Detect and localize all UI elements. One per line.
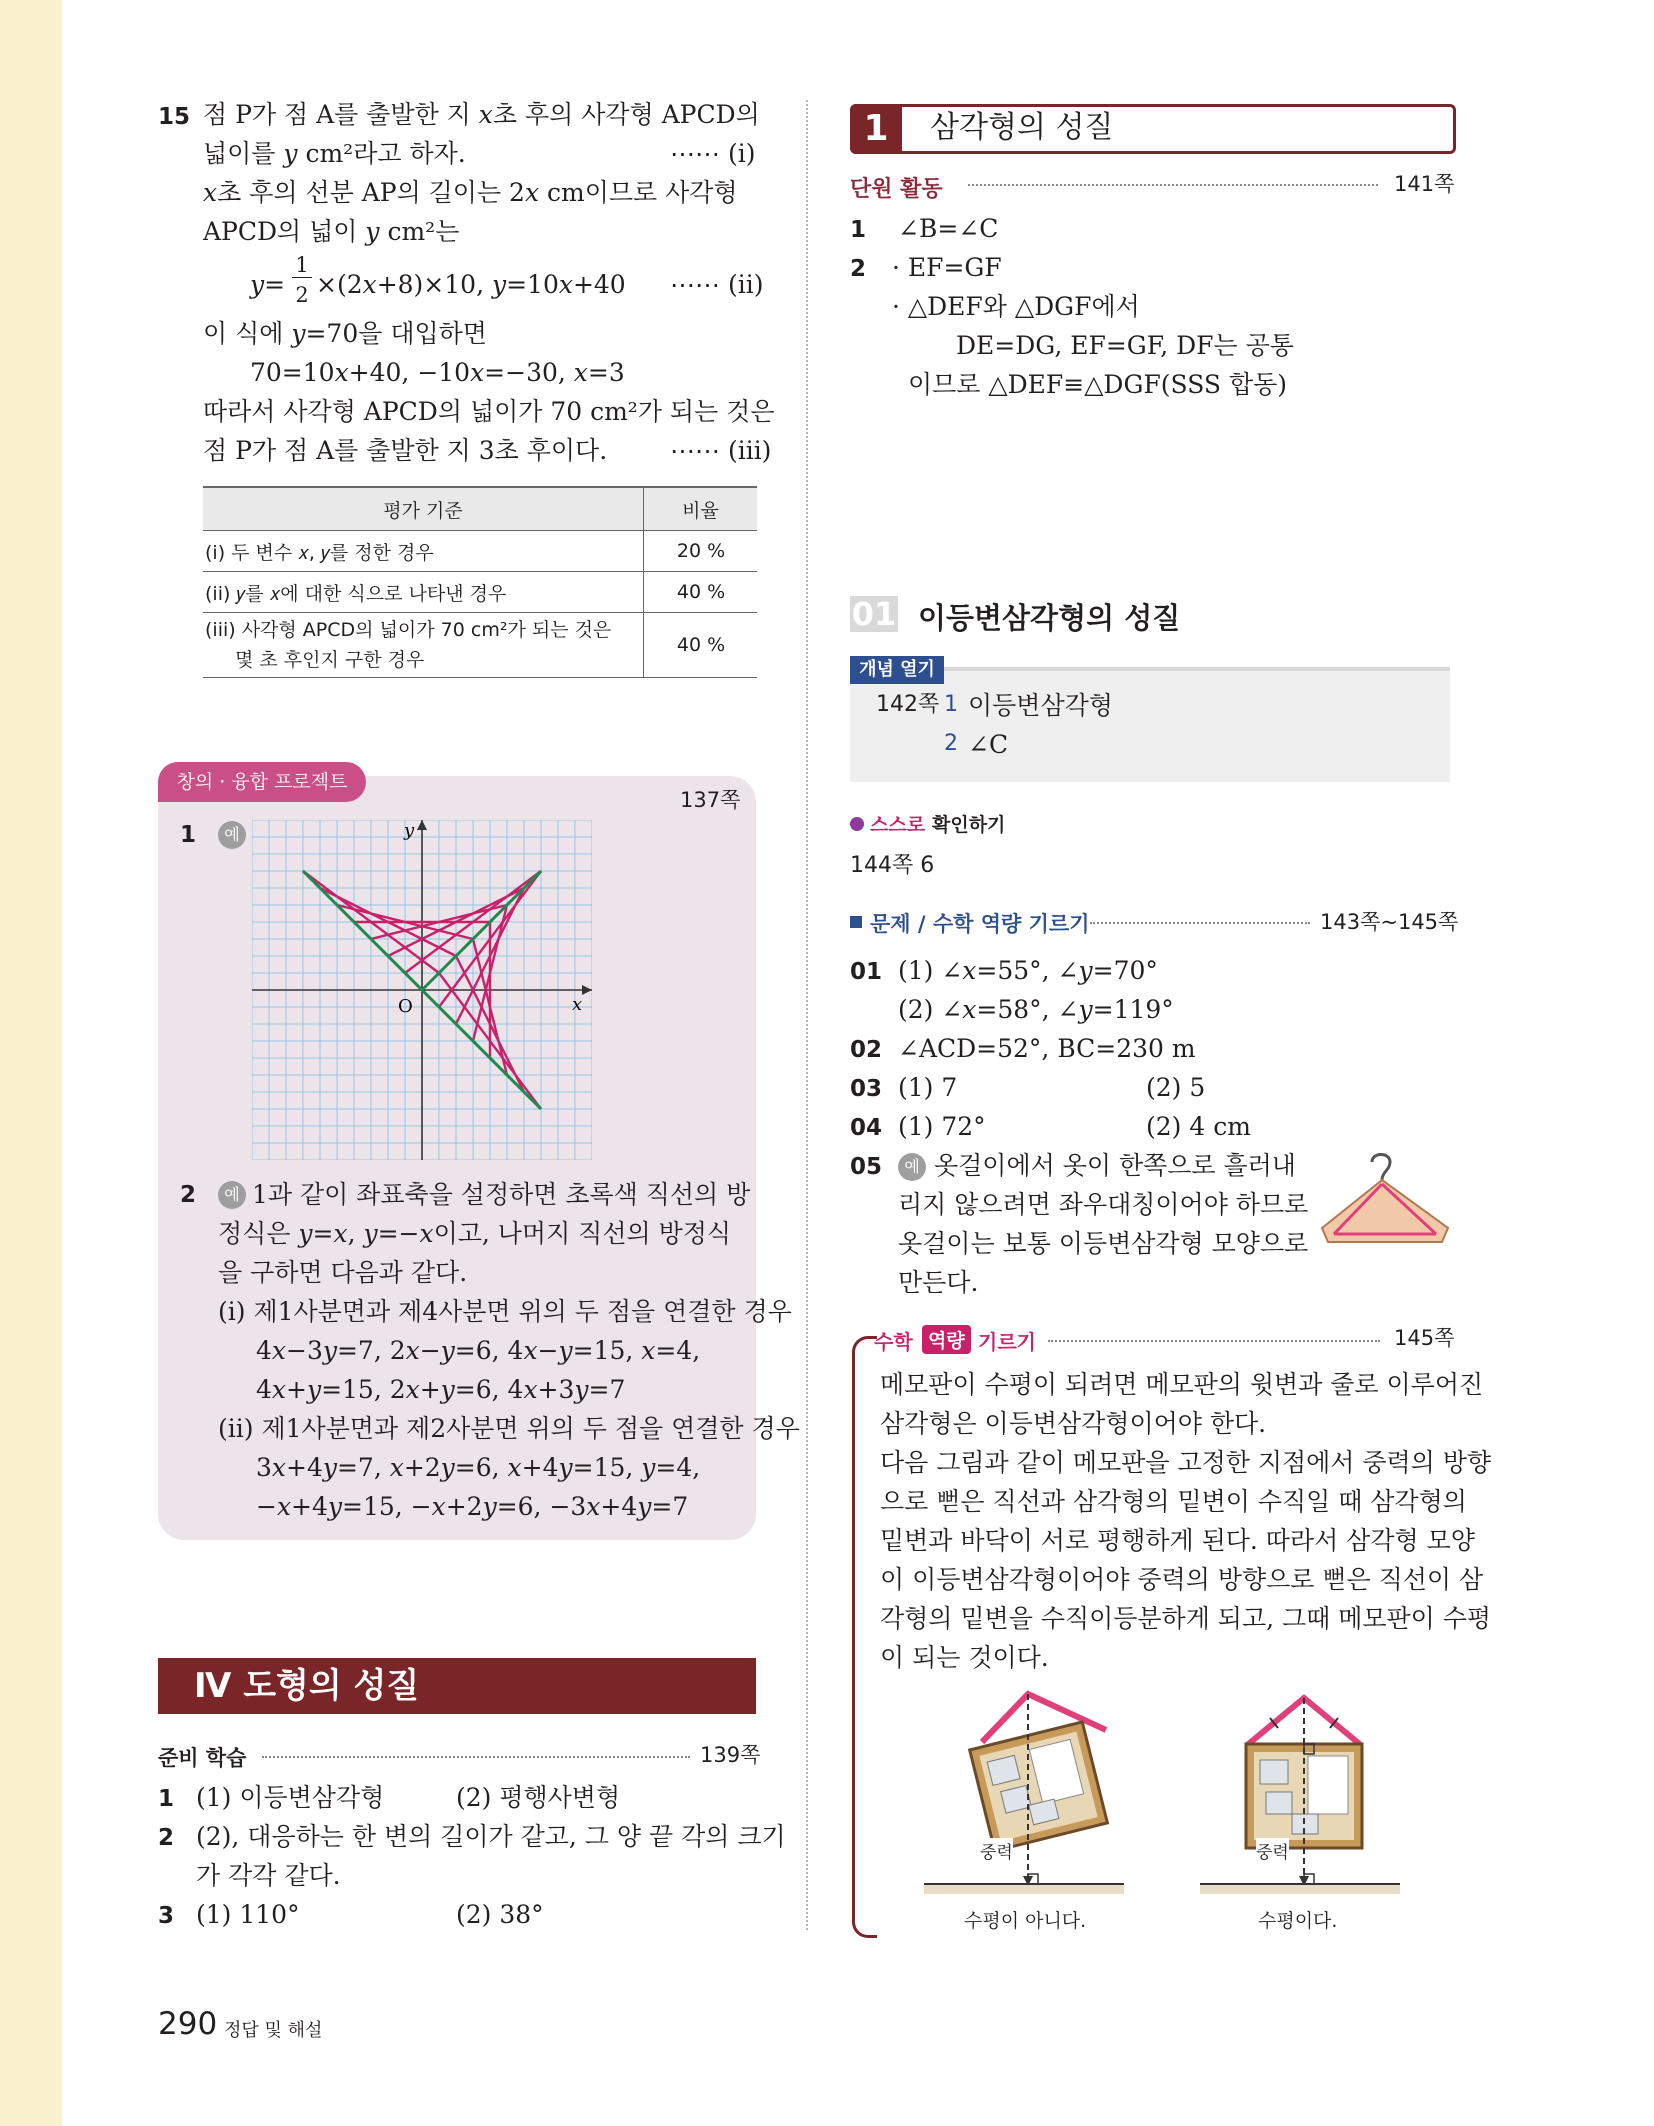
project-2-line-5: 4𝑥−3𝑦=7, 2𝑥−𝑦=6, 4𝑥−𝑦=15, 𝑥=4,: [256, 1336, 701, 1365]
prep-2-line-1: (2), 대응하는 한 변의 길이가 같고, 그 양 끝 각의 크기: [196, 1822, 786, 1851]
activity-1-number: 1: [850, 217, 867, 243]
memo-board: [970, 1722, 1108, 1851]
competency-line-4: 으로 뻗은 직선과 삼각형의 밑변이 수직일 때 삼각형의: [880, 1487, 1467, 1516]
ratio-cell: 40 %: [644, 572, 758, 613]
competency-page-ref: 145쪽: [1394, 1326, 1455, 1350]
problem-03-b: (2) 5: [1146, 1073, 1206, 1102]
self-check-bullet: [850, 817, 864, 831]
problem-05-line-1: 옷걸이에서 옷이 한쪽으로 흘러내: [934, 1151, 1296, 1180]
competency-bracket: [852, 1336, 877, 1938]
table-row: [203, 572, 757, 613]
page-margin-stripe: [0, 0, 62, 2126]
table-row: [203, 613, 757, 678]
prep-3-number: 3: [158, 1903, 175, 1929]
activity-2-line-4: 이므로 △DEF≡△DGF(SSS 합동): [908, 370, 1288, 399]
project-2-line-3: 을 구하면 다음과 같다.: [218, 1258, 468, 1287]
activity-2-line-2: · △DEF와 △DGF에서: [892, 292, 1140, 321]
concept-2-number: 2: [944, 731, 958, 756]
prep-title: 준비 학습: [158, 1746, 247, 1770]
problems-leader: [1090, 922, 1310, 924]
memo-board-level-figure: [1196, 1684, 1416, 1894]
example-badge: 예: [218, 1181, 246, 1209]
project-tab: 창의 · 융합 프로젝트: [158, 762, 366, 802]
project-2-line-8: 3𝑥+4𝑦=7, 𝑥+2𝑦=6, 𝑥+4𝑦=15, 𝑦=4,: [256, 1453, 701, 1482]
competency-line-5: 밑변과 바닥이 서로 평행하게 된다. 따라서 삼각형 모양: [880, 1526, 1475, 1555]
p15-line-1: 점 P가 점 A를 출발한 지 𝑥초 후의 사각형 APCD의: [203, 100, 760, 129]
prep-page-ref: 139쪽: [700, 1743, 761, 1767]
origin-label: O: [398, 996, 413, 1017]
self-check-title-b: 확인하기: [932, 814, 1006, 836]
p15-eq-right: ×(2𝑥+8)×10, 𝑦=10𝑥+40: [316, 270, 626, 299]
project-page-ref: 137쪽: [680, 788, 741, 812]
problem-05-line-2: 리지 않으려면 좌우대칭이어야 하므로: [898, 1190, 1309, 1219]
project-2-line-4: (i) 제1사분면과 제4사분면 위의 두 점을 연결한 경우: [218, 1297, 792, 1326]
figure-2-caption: 수평이다.: [1258, 1910, 1338, 1932]
prep-3-a: (1) 110°: [196, 1900, 300, 1929]
problem-01-number: 01: [850, 959, 883, 985]
x-axis-arrow: [582, 985, 592, 995]
p15-line-2: 넓이를 𝑦 cm²라고 하자.: [203, 139, 466, 168]
concept-2: ∠C: [968, 730, 1009, 759]
prep-3-b: (2) 38°: [456, 1900, 544, 1929]
criteria-cell: (i) 두 변수 𝑥, 𝑦를 정한 경우: [203, 531, 644, 572]
competency-line-2: 삼각형은 이등변삼각형이어야 한다.: [880, 1409, 1267, 1438]
y-axis-arrow: [417, 820, 427, 830]
prep-1-number: 1: [158, 1786, 175, 1812]
problem-02-number: 02: [850, 1037, 883, 1063]
problem-01-b: (2) ∠𝑥=58°, ∠𝑦=119°: [898, 995, 1174, 1024]
p15-frac-den: 2: [295, 283, 309, 307]
problem-01-a: (1) ∠𝑥=55°, ∠𝑦=70°: [898, 956, 1158, 985]
activity-2-line-1: · EF=GF: [892, 253, 1002, 282]
project-2-line-6: 4𝑥+𝑦=15, 2𝑥+𝑦=6, 4𝑥+3𝑦=7: [256, 1375, 626, 1404]
ratio-cell: 40 %: [644, 613, 758, 678]
project-2-line-1: 1과 같이 좌표축을 설정하면 초록색 직선의 방: [252, 1180, 751, 1209]
criteria-cell: [203, 613, 644, 678]
problem-02: ∠ACD=52°, BC=230 m: [898, 1034, 1196, 1063]
project-2-line-9: −𝑥+4𝑦=15, −𝑥+2𝑦=6, −3𝑥+4𝑦=7: [256, 1492, 689, 1521]
p15-line-9: 점 P가 점 A를 출발한 지 3초 후이다.: [203, 436, 608, 465]
subsection-title: 이등변삼각형의 성질: [918, 601, 1181, 635]
competency-line-3: 다음 그림과 같이 메모판을 고정한 지점에서 중력의 방향: [880, 1448, 1492, 1477]
unit-banner: Ⅳ 도형의 성질: [158, 1658, 756, 1714]
prep-1-b: (2) 평행사변형: [456, 1783, 621, 1812]
activity-leader: [968, 184, 1378, 186]
string-art-graph: [252, 820, 592, 1160]
section-number: 1: [850, 104, 902, 154]
table-row: [203, 531, 757, 572]
p15-frac-num: 1: [292, 254, 312, 278]
column-divider: [806, 100, 808, 1930]
y-axis-label: y: [404, 820, 415, 841]
prep-2-number: 2: [158, 1825, 175, 1851]
figure-1-caption: 수평이 아니다.: [964, 1910, 1087, 1932]
self-check-answer: 144쪽 6: [850, 853, 935, 878]
problem-03-number: 03: [850, 1076, 883, 1102]
competency-line-8: 이 되는 것이다.: [880, 1643, 1049, 1672]
example-badge: 예: [898, 1153, 926, 1181]
prep-leader: [262, 1756, 690, 1758]
concept-tab-line: [944, 667, 1450, 671]
competency-leader: [1048, 1340, 1380, 1342]
problems-bullet: [850, 916, 862, 928]
concept-tab: 개념 열기: [850, 656, 944, 684]
competency-line-1: 메모판이 수평이 되려면 메모판의 윗변과 줄로 이루어진: [880, 1370, 1484, 1399]
p15-mark-iii: ⋯⋯ (iii): [670, 436, 772, 465]
problem-03-a: (1) 7: [898, 1073, 958, 1102]
ratio-cell: 20 %: [644, 531, 758, 572]
prep-1-a: (1) 이등변삼각형: [196, 1783, 385, 1812]
criteria-cell-line-1: (iii) 사각형 APCD의 넓이가 70 cm²가 되는 것은: [205, 619, 612, 641]
concept-1-number: 1: [944, 692, 958, 717]
problems-title: 문제 / 수학 역량 기르기: [870, 912, 1090, 936]
competency-title-b: 역량: [922, 1325, 971, 1354]
hanger-illustration: [1320, 1150, 1450, 1250]
activity-1: ∠B=∠C: [898, 214, 999, 243]
page-number: 290: [158, 2006, 218, 2042]
problem-04-b: (2) 4 cm: [1146, 1112, 1251, 1141]
project-item-1-number: 1: [180, 822, 197, 848]
gravity-label: 중력: [1256, 1838, 1289, 1863]
concept-page-ref: 142쪽: [876, 692, 940, 717]
competency-line-7: 각형의 밑변을 수직이등분하게 되고, 그때 메모판이 수평: [880, 1604, 1492, 1633]
activity-2-line-3: DE=DG, EF=GF, DF는 공통: [956, 331, 1294, 360]
project-2-line-7: (ii) 제1사분면과 제2사분면 위의 두 점을 연결한 경우: [218, 1414, 800, 1443]
p15-line-7: 70=10𝑥+40, −10𝑥=−30, 𝑥=3: [250, 358, 625, 387]
p15-line-8: 따라서 사각형 APCD의 넓이가 70 cm²가 되는 것은: [203, 397, 775, 426]
problem-04-number: 04: [850, 1115, 883, 1141]
competency-title-c: 기르기: [978, 1330, 1036, 1354]
problems-page-ref: 143쪽~145쪽: [1320, 910, 1459, 934]
p15-line-6: 이 식에 𝑦=70을 대입하면: [203, 319, 487, 348]
floor: [1200, 1884, 1400, 1894]
floor: [924, 1884, 1124, 1894]
self-check-title-a: 스스로: [870, 814, 926, 836]
x-axis-label: x: [572, 994, 583, 1015]
competency-title-a: 수학: [874, 1330, 913, 1354]
subsection-number: 01: [851, 595, 897, 633]
criteria-cell: (ii) 𝑦를 𝑥에 대한 식으로 나타낸 경우: [203, 572, 644, 613]
p15-line-4: APCD의 넓이 𝑦 cm²는: [203, 217, 460, 246]
problem-number: 15: [158, 104, 191, 130]
memo-board-tilted-figure: [920, 1684, 1140, 1894]
p15-line-3: 𝑥초 후의 선분 AP의 길이는 2𝑥 cm이므로 사각형: [203, 178, 738, 207]
hook-icon: [1372, 1155, 1390, 1181]
criteria-header: 평가 기준: [203, 487, 644, 531]
p15-mark-i: ⋯⋯ (i): [670, 139, 756, 168]
project-item-2-number: 2: [180, 1182, 197, 1208]
concept-1: 이등변삼각형: [968, 691, 1113, 720]
activity-page-ref: 141쪽: [1394, 172, 1455, 196]
activity-2-number: 2: [850, 256, 867, 282]
criteria-cell-line-2: 몇 초 후인지 구한 경우: [235, 649, 425, 671]
competency-line-6: 이 이등변삼각형이어야 중력의 방향으로 뻗은 직선이 삼: [880, 1565, 1484, 1594]
criteria-header-row: [203, 487, 757, 531]
activity-title: 단원 활동: [850, 177, 943, 202]
problem-04-a: (1) 72°: [898, 1112, 986, 1141]
criteria-table: [203, 486, 757, 678]
problem-05-line-3: 옷걸이는 보통 이등변삼각형 모양으로: [898, 1229, 1309, 1258]
gravity-label: 중력: [980, 1838, 1013, 1863]
footer-label: 정답 및 해설: [224, 2020, 323, 2041]
problem-05-number: 05: [850, 1154, 883, 1180]
p15-eq-left: 𝑦=: [250, 270, 286, 299]
ratio-header: 비율: [644, 487, 758, 531]
example-badge: 예: [218, 821, 246, 849]
section-title: 삼각형의 성질: [930, 110, 1114, 145]
p15-mark-ii: ⋯⋯ (ii): [670, 270, 764, 299]
concept-box: [850, 667, 1450, 782]
project-2-line-2: 정식은 𝑦=𝑥, 𝑦=−𝑥이고, 나머지 직선의 방정식: [218, 1219, 732, 1248]
prep-2-line-2: 가 각각 같다.: [196, 1861, 341, 1890]
problem-05-line-4: 만든다.: [898, 1268, 979, 1297]
